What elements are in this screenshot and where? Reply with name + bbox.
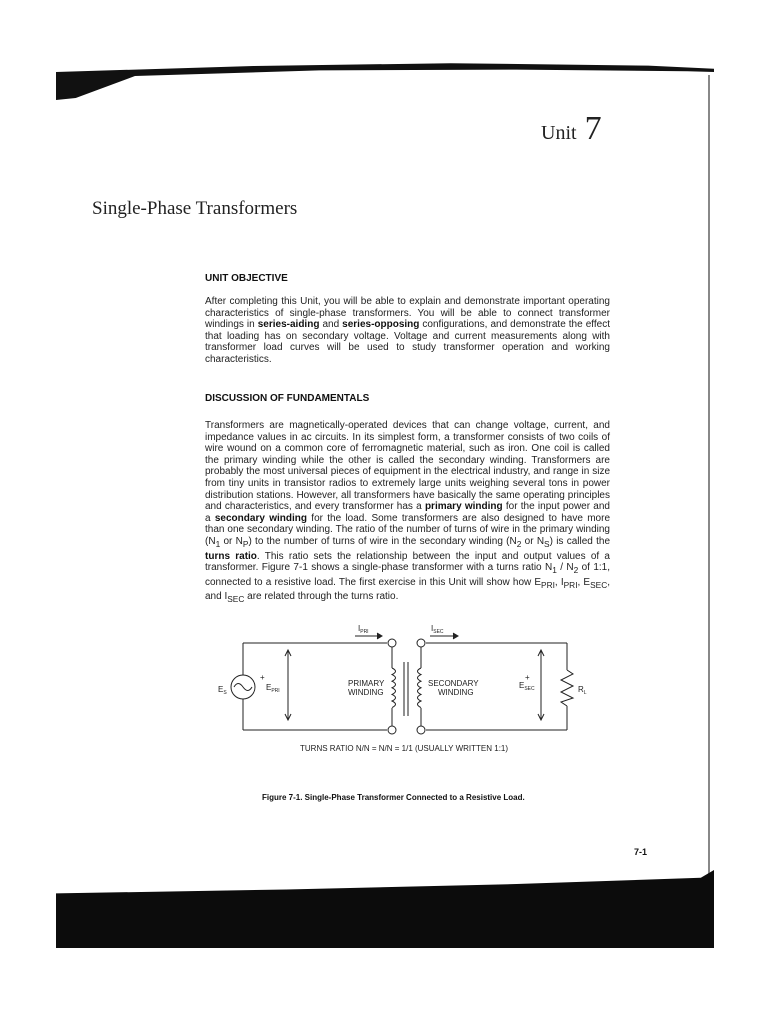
i-sec-label: $I_{SEC}$: [431, 624, 444, 635]
e-sec-label: $E_{SEC}$: [519, 681, 535, 692]
page-edge: [708, 75, 710, 875]
secondary-coil: [418, 668, 422, 708]
chapter-title: Single-Phase Transformers: [92, 198, 298, 219]
page-number: 7-1: [634, 847, 648, 857]
objective-paragraph: After completing this Unit, you will be able to explain and demonstrate important operating characteristics of single-phase transformers. You will be able to connect transformer windings in series-aiding and series-opposing configurations, and demonstrate the effect that loading has on secondary voltage. Voltage and current measurements along with transformer load curves will be used to study transformer operation and working characteristics.: [205, 296, 610, 365]
e-pri-label: $E_{PRI}$: [266, 683, 280, 694]
e-sec-plus: +: [525, 673, 530, 682]
sine-wave-icon: [234, 684, 252, 691]
primary-winding-label-1: PRIMARY: [348, 679, 385, 688]
secondary-winding-label-2: WINDING: [438, 688, 474, 697]
primary-winding-label-2: WINDING: [348, 688, 384, 697]
unit-label: [541, 110, 602, 148]
secondary-bottom-terminal: [417, 726, 425, 734]
turns-ratio-note: TURNS RATIO N/N = N/N = 1/1 (USUALLY WRITTEN 1:1): [300, 744, 509, 753]
scan-shadow-top: [56, 60, 714, 100]
figure-caption: Figure 7-1. Single-Phase Transformer Connected to a Resistive Load.: [262, 793, 525, 802]
unit-word: Unit: [541, 122, 577, 144]
i-pri-arrow-head: [377, 633, 382, 639]
i-pri-label: $I_{PRI}$: [358, 624, 369, 635]
secondary-winding-label-1: SECONDARY: [428, 679, 479, 688]
es-label: $E_S$: [218, 685, 227, 696]
scan-shadow-bottom: [56, 870, 714, 948]
objective-heading: UNIT OBJECTIVE: [205, 273, 288, 284]
discussion-heading: DISCUSSION OF FUNDAMENTALS: [205, 393, 370, 404]
unit-number: 7: [584, 110, 602, 147]
load-resistor-symbol: [561, 670, 573, 706]
secondary-top-terminal: [417, 639, 425, 647]
rl-label: $R_L$: [578, 685, 587, 696]
discussion-paragraph: Transformers are magnetically-operated devices that can change voltage, current, and impedance values in ac circuits. In its simplest form, a transformer consists of two coils of wire wound on a common core of ferromagnetic material, such as iron. One coil is called the primary winding while the other is called the secondary winding. Transformers are probably the most universal pieces of equipment in the electrical industry, and range in size from tiny units in transistor radios to extremely large units weighing several tons in power distribution stations. However, all transformers have basically the same operating principles and characteristics, and every transformer has a primary winding for the input power and a secondary winding for the load. Some transformers are also designed to have more than one secondary winding. The ratio of the number of turns of wire in the primary winding ($N_1$ or $N_P$) to the number of turns of wire in the secondary winding ($N_2$ or $N_S$) is called the turns ratio. This ratio sets the relationship between the input and output values of a transformer. Figure 7-1 shows a single-phase transformer with a turns ratio $N_1 / N_2$ of 1:1, connected to a resistive load. The first exercise in this Unit will show how $E_{PRI}$, $I_{PRI}$, $E_{SEC}$, and $I_{SEC}$ are related through the turns ratio.: [205, 420, 611, 605]
transformer-circuit-diagram: [215, 620, 585, 740]
i-sec-arrow-head: [453, 633, 458, 639]
e-pri-plus: +: [260, 673, 265, 682]
primary-coil: [392, 668, 396, 708]
primary-bottom-terminal: [388, 726, 396, 734]
primary-top-terminal: [388, 639, 396, 647]
